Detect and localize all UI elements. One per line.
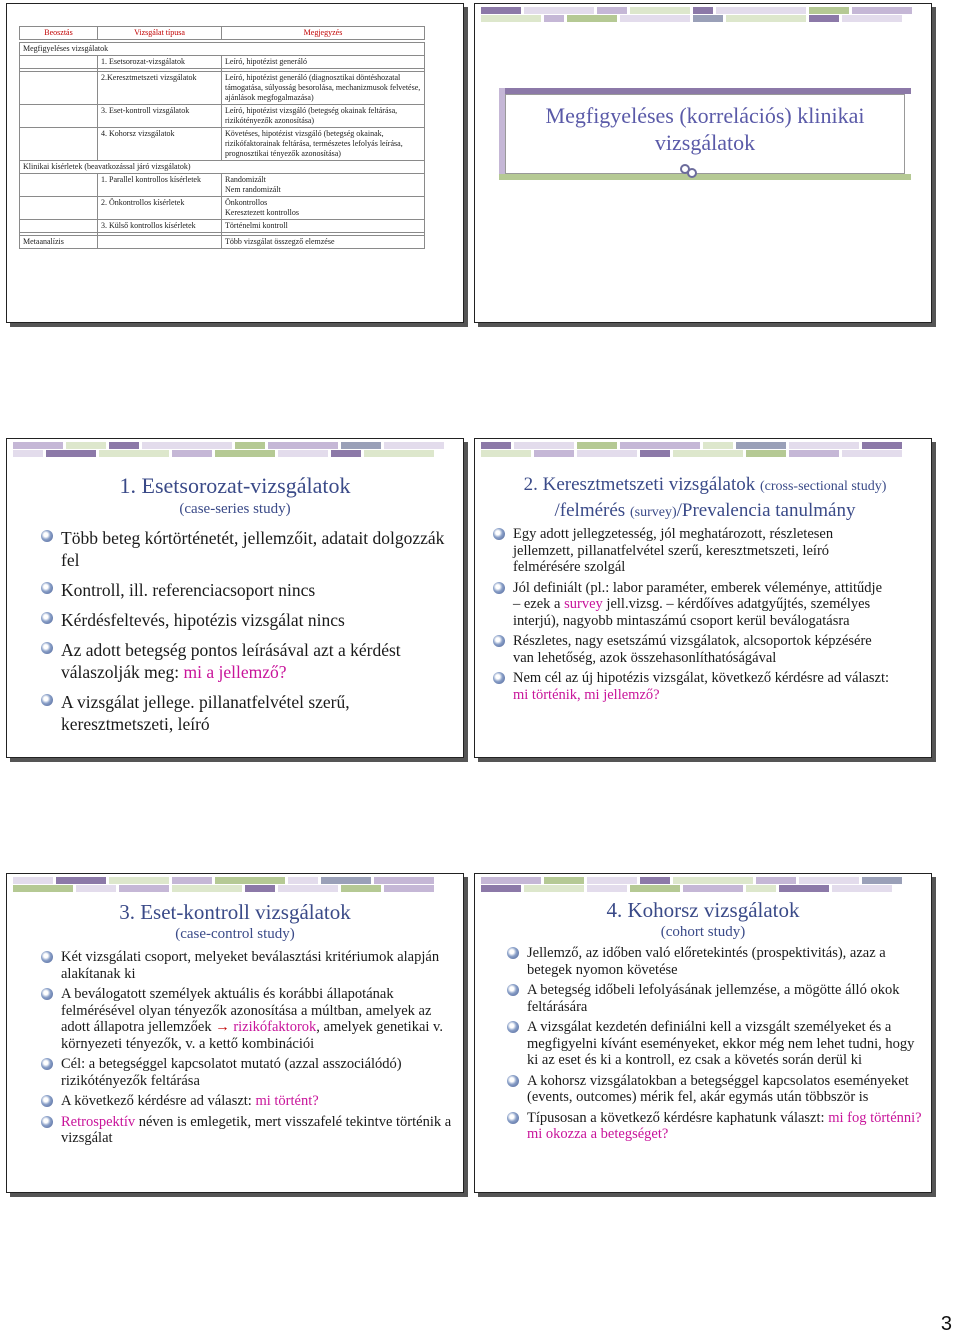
table-body [19, 42, 425, 249]
arrow-icon: → [215, 1019, 230, 1035]
table-cell [20, 105, 98, 128]
list-item: Az adott betegség pontos leírásával azt a kérdést válaszolják meg: mi a jellemző? [39, 639, 449, 683]
bullet-icon [493, 635, 505, 647]
bullet-icon [41, 694, 53, 706]
table-body-grid [19, 42, 425, 249]
title-bar-bottom [499, 174, 911, 180]
slide-classification-table [6, 3, 464, 323]
table-cell: Követéses, hipotézist vizsgáló (betegség okainak, rizikófaktorainak feltárása, természetes lefolyás leírása, prognosztikai tényezők azonosítása) [222, 128, 425, 161]
slide-title: 3. Eset-kontroll vizsgálatok [119, 900, 351, 924]
table-cell: Leíró, hipotézist generáló [222, 56, 425, 69]
bullet-icon [493, 582, 505, 594]
table-cell: 2. Önkontrollos kísérletek [98, 197, 222, 220]
table-cell: Leíró, hipotézist generáló (diagnosztikai döntéshozatal támogatása, súlyosság besorolása, mechanizmusok felvetése, ajánlások megfogalmazása) [222, 72, 425, 105]
header-decoration [7, 439, 463, 459]
table-row [20, 128, 425, 161]
list-item: A vizsgálat kezdetén definiálni kell a vizsgált személyeket és a megfigyelni kívánt eseményeket, ekkor még nem lehet tudni, hogy ki az eset és ki a kontroll, ez csak a követés során derül ki [505, 1019, 925, 1069]
table-row [20, 174, 425, 197]
table-cell: Leíró, hipotézist vizsgáló (betegség okainak feltárása, rizikótényezők azonosítása) [222, 105, 425, 128]
list-item: A vizsgálat jellege. pillanatfelvétel szerű, keresztmetszeti, leíró [39, 691, 449, 735]
table-cell: Megfigyeléses vizsgálatok [20, 43, 425, 56]
header-decoration [475, 874, 931, 894]
table-cell [20, 174, 98, 197]
header-beosztas: Beosztás [20, 27, 98, 40]
slide-eset-kontroll [6, 873, 464, 1193]
bullet-icon [507, 1075, 519, 1087]
ring-icon [687, 168, 697, 178]
bullet-icon [41, 1058, 53, 1070]
slide-title [474, 3, 932, 323]
table-cell: 4. Kohorsz vizsgálatok [98, 128, 222, 161]
table-header-row [20, 27, 425, 40]
bullet-icon [507, 947, 519, 959]
table-cell: Randomizált Nem randomizált [222, 174, 425, 197]
list-item: A beválogatott személyek aktuális és korábbi állapotának felmérésével olyan tényezők azonosítása a múltban, amelyek az adott állapotra jellemzőek → rizikófaktorok, amelyek genetikai v. környezeti tényezők, v. a kettő kombinációi [39, 986, 459, 1052]
list-item: Típusosan a következő kérdésre kaphatunk választ: mi fog történni? mi okozza a betegséget? [505, 1110, 925, 1143]
slide-subtitle: (case-series study) [179, 501, 291, 517]
list-item: Két vizsgálati csoport, melyeket beválasztási kritériumok alapján alakítanak ki [39, 949, 459, 982]
header-decoration [475, 439, 931, 459]
table-cell: Önkontrollos Keresztezett kontrollos [222, 197, 425, 220]
table-cell: Több vizsgálat összegző elemzése [222, 236, 425, 249]
bullet-icon [493, 672, 505, 684]
table-cell: 1. Parallel kontrollos kísérletek [98, 174, 222, 197]
table-row [20, 56, 425, 69]
table-row [20, 197, 425, 220]
table-cell [98, 236, 222, 249]
list-item: Kontroll, ill. referenciacsoport nincs [39, 579, 449, 601]
bullet-icon [507, 1021, 519, 1033]
table-row [20, 105, 425, 128]
bullet-icon [41, 642, 53, 654]
list-item: Egy adott jellegzetesség, jól meghatározott, részletesen jellemzett, pillanatfelvétel szerű, keresztmetszeti, leíró felmérésére szolgál [491, 526, 891, 576]
slide-title: 1. Esetsorozat-vizsgálatok [119, 473, 351, 498]
slide-title: 2. Keresztmetszeti vizsgálatok (cross-sectional study) /felmérés (survey)/Prevalencia tanulmány [523, 474, 887, 521]
header-megjegyzes: Megjegyzés [222, 27, 425, 40]
list-item: Több beteg kórtörténetét, jellemzőit, adatait dolgozzák fel [39, 527, 449, 571]
table-cell [20, 197, 98, 220]
bullet-icon [507, 1112, 519, 1124]
list-item: Nem cél az új hipotézis vizsgálat, következő kérdésre ad választ: mi történik, mi jellemző? [491, 670, 891, 703]
table-row [20, 220, 425, 233]
bullet-icon [41, 1095, 53, 1107]
slide-subtitle: (cohort study) [660, 924, 746, 940]
slide-title: 4. Kohorsz vizsgálatok [606, 898, 800, 922]
table-cell [20, 72, 98, 105]
table-cell: 3. Külső kontrollos kísérletek [98, 220, 222, 233]
bullet-icon [507, 984, 519, 996]
list-item: A következő kérdésre ad választ: mi történt? [39, 1093, 459, 1110]
table-cell [20, 56, 98, 69]
list-item: Cél: a betegséggel kapcsolatot mutató (azzal asszociálódó) rizikótényezők feltárása [39, 1056, 459, 1089]
bullet-icon [41, 612, 53, 624]
header-decoration [475, 4, 931, 24]
bullet-icon [41, 582, 53, 594]
table-row [20, 236, 425, 249]
list-item: A betegség időbeli lefolyásának jellemzése, a mögötte álló okok feltárására [505, 982, 925, 1015]
slide-esetsorozat [6, 438, 464, 758]
slide-kohorsz [474, 873, 932, 1193]
table-cell: Klinikai kísérletek (beavatkozással járó vizsgálatok) [20, 161, 425, 174]
bullet-icon [41, 1116, 53, 1128]
header-decoration [7, 874, 463, 894]
table-cell: 1. Esetsorozat-vizsgálatok [98, 56, 222, 69]
table-row [20, 43, 425, 56]
list-item: A kohorsz vizsgálatokban a betegséggel kapcsolatos eseményeket (events, outcomes) mérik fel, akár egymás után többször is [505, 1073, 925, 1106]
bullet-list [39, 527, 449, 743]
bullet-list [39, 949, 459, 1151]
table-cell: 2.Keresztmetszeti vizsgálatok [98, 72, 222, 105]
bullet-icon [41, 951, 53, 963]
list-item: Részletes, nagy esetszámú vizsgálatok, alcsoportok képzésére van lehetőség, azok összehasonlíthatóságával [491, 633, 891, 666]
slide-title-text: Megfigyeléses (korrelációs) klinikai vizsgálatok [545, 103, 865, 155]
bullet-icon [493, 528, 505, 540]
bullet-list [505, 945, 925, 1147]
table-row [20, 72, 425, 105]
table-cell [20, 128, 98, 161]
classification-table [19, 26, 425, 40]
table-cell: 3. Eset-kontroll vizsgálatok [98, 105, 222, 128]
list-item: Jellemző, az időben való előretekintés (prospektivitás), azaz a betegek nyomon követése [505, 945, 925, 978]
slide-subtitle: (case-control study) [175, 926, 295, 942]
list-item: Retrospektív néven is emlegetik, mert visszafelé tekintve történik a vizsgálat [39, 1114, 459, 1147]
table-cell: Metaanalízis [20, 236, 98, 249]
page-number: 3 [940, 1313, 952, 1335]
bullet-icon [41, 988, 53, 1000]
table-cell [20, 220, 98, 233]
bullet-icon [41, 530, 53, 542]
table-cell: Történelmi kontroll [222, 220, 425, 233]
list-item: Kérdésfeltevés, hipotézis vizsgálat nincs [39, 609, 449, 631]
list-item: Jól definiált (pl.: labor paraméter, emberek véleménye, attitűdje – ezek a survey jell.vizsg. – kérdőíves adatgyűjtés, személyes interjú), nagyobb mintaszámú csoport kerül beválogatásra [491, 580, 891, 630]
slide-keresztmetszeti [474, 438, 932, 758]
bullet-list [491, 526, 891, 707]
table-row [20, 161, 425, 174]
header-vizsgalat-tipusa: Vizsgálat típusa [98, 27, 222, 40]
